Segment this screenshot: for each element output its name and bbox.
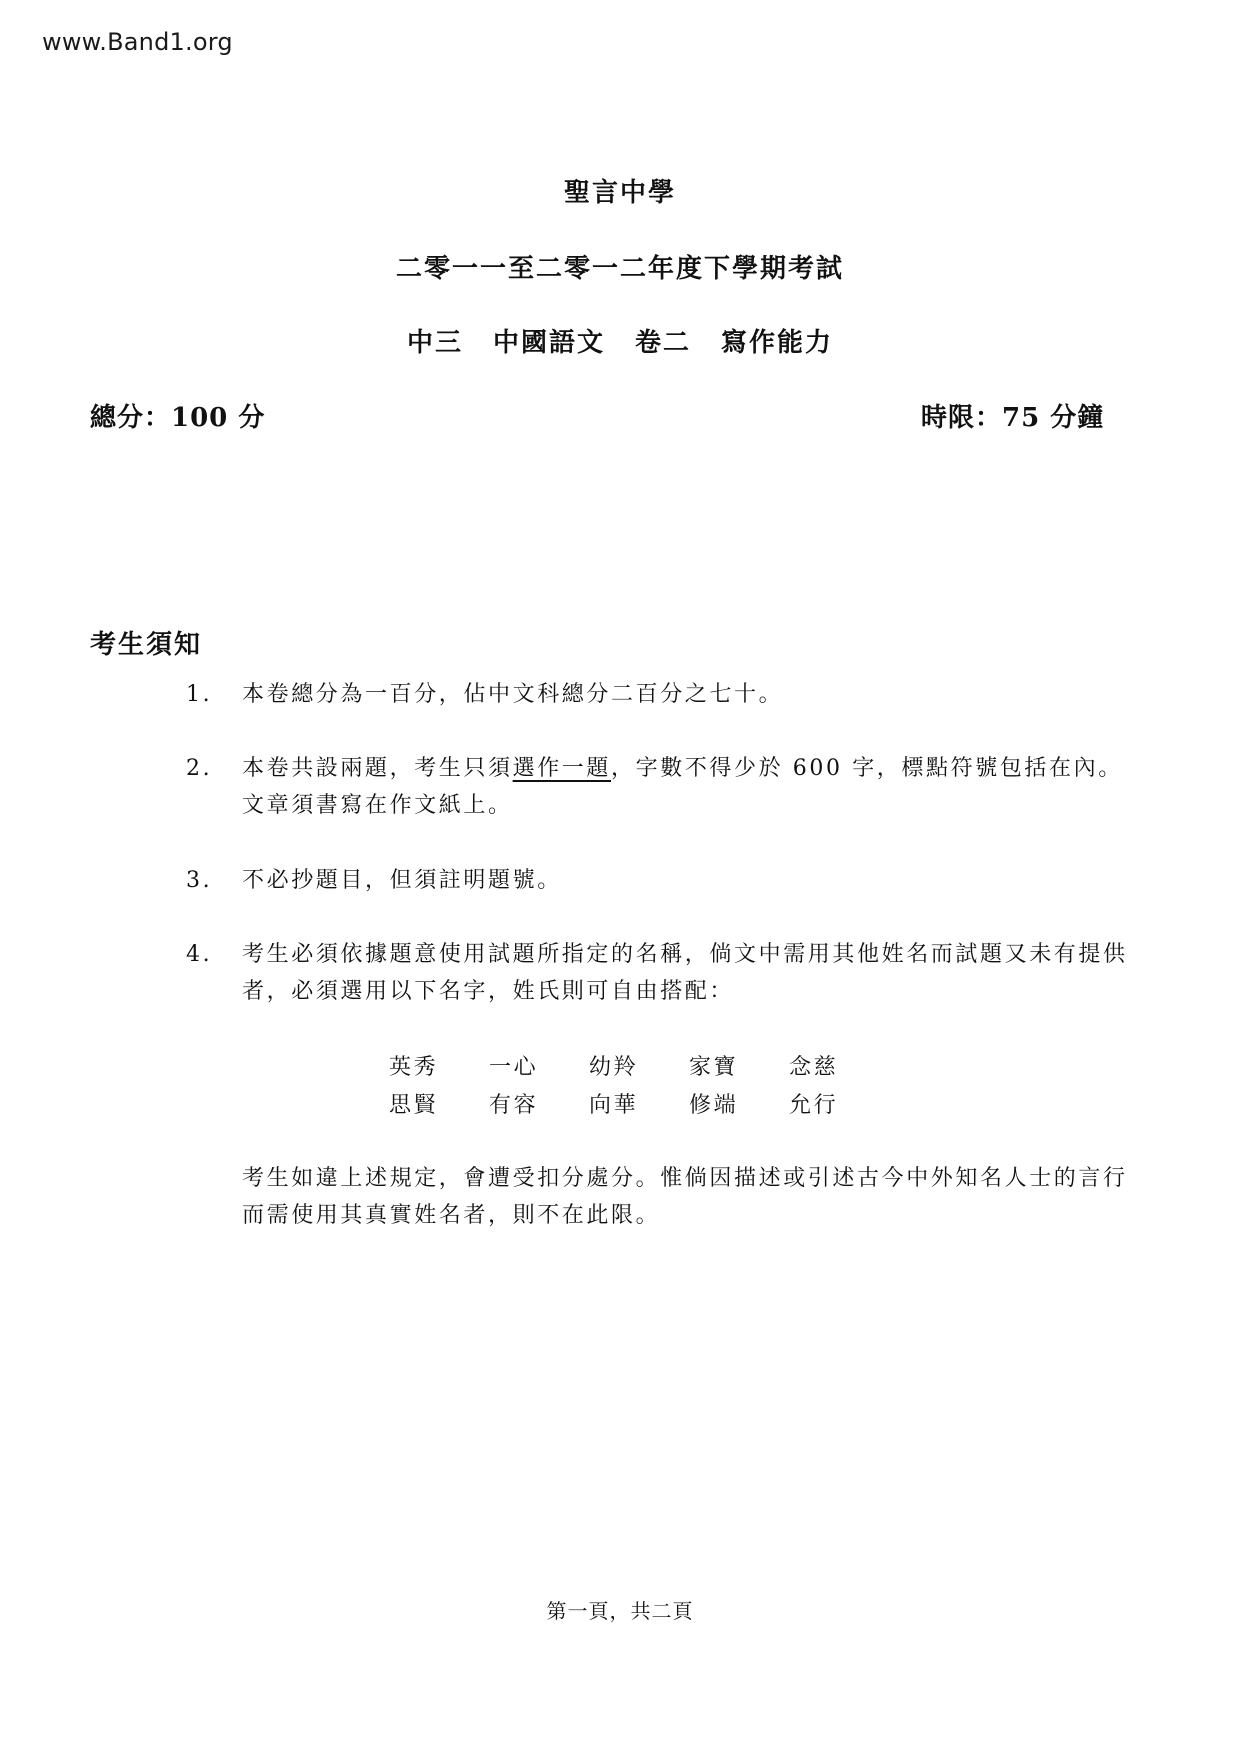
instruction-item-4 (186, 936, 1146, 1010)
name-option: 一心 (489, 1055, 539, 1080)
name-option: 向華 (589, 1093, 639, 1118)
name-option: 允行 (789, 1093, 839, 1118)
instruction-number: 3. (186, 868, 213, 893)
instruction-text-part: ，字數不得少於 600 字，標點符號包括在內。文章須書寫在作文紙上。 (242, 756, 1123, 818)
page-number: 第一頁，共二頁 (546, 1599, 694, 1623)
instruction-item-2 (186, 750, 1146, 824)
watermark-url: www.Band1.org (42, 28, 233, 56)
instruction-number: 1. (186, 682, 213, 707)
name-option: 念慈 (789, 1055, 839, 1080)
name-option: 英秀 (389, 1055, 439, 1080)
name-option: 家寶 (689, 1055, 739, 1080)
instruction-note: 考生如違上述規定，會遭受扣分處分。惟倘因描述或引述古今中外知名人士的言行而需使用其真實姓名者，則不在此限。 (242, 1166, 1128, 1228)
instruction-number: 4. (186, 942, 213, 967)
instruction-text (242, 750, 1146, 824)
name-option: 幼羚 (589, 1055, 639, 1080)
instruction-item-1 (186, 676, 1146, 713)
instruction-text: 考生必須依據題意使用試題所指定的名稱，倘文中需用其他姓名而試題又未有提供者，必須選用以下名字，姓氏則可自由搭配： (242, 942, 1128, 1004)
instruction-text: 不必抄題目，但須註明題號。 (242, 868, 562, 893)
paper-subject: 中國語文 (492, 328, 605, 358)
paper-volume: 卷二 (635, 328, 692, 358)
names-row (389, 1088, 889, 1119)
instruction-text: 本卷總分為一百分，佔中文科總分二百分之七十。 (242, 682, 784, 707)
exam-title: 二零一一至二零一二年度下學期考試 (395, 254, 844, 284)
paper-section: 寫作能力 (721, 328, 834, 358)
instructions-heading: 考生須知 (90, 630, 203, 660)
paper-level: 中三 (406, 328, 463, 358)
school-name: 聖言中學 (563, 178, 676, 208)
name-option: 思賢 (389, 1093, 439, 1118)
name-option: 修端 (689, 1093, 739, 1118)
instruction-number: 2. (186, 756, 213, 781)
instruction-text-part: 本卷共設兩題，考生只須 (242, 756, 513, 781)
total-score: 總分：100 分 (90, 403, 266, 433)
instruction-item-3 (186, 862, 1146, 899)
instruction-underlined-text: 選作一題 (512, 756, 612, 781)
names-row (389, 1050, 889, 1081)
time-limit: 時限：75 分鐘 (921, 403, 1105, 433)
paper-title (0, 322, 1240, 359)
name-option: 有容 (489, 1093, 539, 1118)
